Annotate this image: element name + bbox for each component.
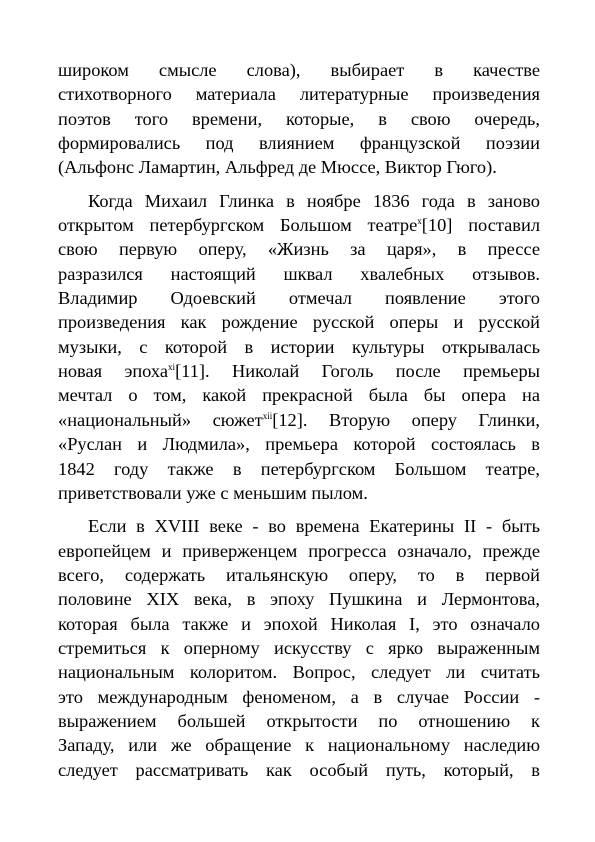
text-line: Владимир Одоевский отмечал появление этого (58, 288, 540, 309)
text-line: стихотворного материала литературные произведения (58, 84, 540, 105)
text-line: 1842 году также в петербургском Большом театре, (58, 458, 540, 479)
text-span: открытом петербургском Большом театре (58, 215, 418, 236)
text-span: [11]. Николай Гоголь после премьеры (175, 361, 541, 382)
text-line: всего, содержать итальянскую оперу, то в первой (58, 564, 540, 585)
paragraph-spacer (58, 505, 540, 514)
text-line: формировались под влиянием французской поэзии (58, 133, 540, 154)
footnote-marker[interactable]: xii (262, 410, 273, 421)
text-line: следует рассматривать как особый путь, который, в (58, 759, 540, 780)
text-line: произведения как рождение русской оперы и русской (58, 312, 540, 333)
footnote-marker[interactable]: x (417, 215, 422, 226)
text-line: национальным колоритом. Вопрос, следует ли считать (58, 662, 540, 683)
text-line: это международным феноменом, а в случае России - (58, 686, 540, 707)
document-page (58, 58, 540, 782)
text-line: (Альфонс Ламартин, Альфред де Мюссе, Виктор Гюго). (58, 157, 497, 178)
text-line: мечтал о том, какой прекрасной была бы опера на (58, 385, 540, 406)
text-span: [10] поставил (421, 215, 540, 236)
text-line: «Руслан и Людмила», премьера которой состоялась в (58, 434, 540, 455)
text-line: музыки, с которой в истории культуры открывалась (58, 336, 540, 357)
text-line-with-footnote (58, 359, 540, 383)
paragraph-3 (58, 514, 540, 782)
paragraph-spacer (58, 180, 540, 189)
text-line: которая была также и эпохой Николая I, это означало (58, 613, 540, 634)
text-span: новая эпоха (58, 361, 169, 382)
text-line: выражением большей открытости по отношению к (58, 710, 540, 731)
text-span: [12]. Вторую оперу Глинки, (272, 409, 540, 430)
text-line: разразился настоящий шквал хвалебных отзывов. (58, 263, 540, 284)
paragraph-2 (58, 189, 540, 505)
text-line-with-footnote (58, 213, 540, 237)
text-line: европейцем и приверженцем прогресса означало, прежде (58, 540, 540, 561)
text-line: половине XIX века, в эпоху Пушкина и Лермонтова, (58, 589, 540, 610)
text-line: стремиться к оперному искусству с ярко выраженным (58, 637, 540, 658)
text-line: широком смысле слова), выбирает в качестве (58, 60, 540, 80)
text-line-with-footnote (58, 408, 540, 432)
text-line: Западу, или же обращение к национальному наследию (58, 735, 540, 756)
text-line: Если в XVIII веке - во времена Екатерины II - быть (88, 516, 540, 537)
text-span: «национальный» сюжет (58, 409, 263, 430)
paragraph-1 (58, 58, 540, 180)
text-line: свою первую оперу, «Жизнь за царя», в прессе (58, 239, 540, 260)
text-line: поэтов того времени, которые, в свою очередь, (58, 108, 540, 129)
text-line: приветствовали уже с меньшим пылом. (58, 482, 368, 503)
text-line: Когда Михаил Глинка в ноябре 1836 года в заново (88, 190, 540, 211)
footnote-marker[interactable]: xi (168, 362, 176, 372)
